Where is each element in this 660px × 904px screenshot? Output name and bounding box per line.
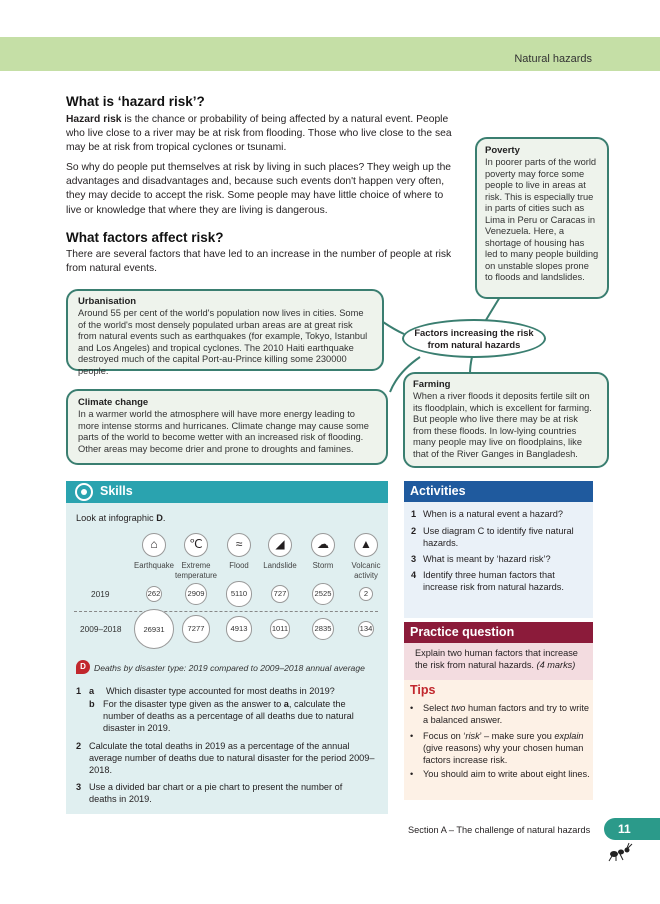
footer-section: Section A – The challenge of natural hazards [408,825,591,835]
cog-icon [75,483,93,501]
landslide-icon: ◢ [268,533,292,557]
skills-title: Skills [100,484,133,498]
practice-header [404,622,593,643]
storm-icon: ☁ [311,533,335,557]
q1b-text: For the disaster type given as the answer to a, calculate the number of deaths as a percentage of all deaths due to natural disaster in 2019. [103,699,354,733]
practice-text: Explain two human factors that increase the risk from natural hazards. (4 marks) [415,648,578,670]
hazard-risk-heading: What is ‘hazard risk’? [66,94,205,109]
q1a-sub: a [89,686,95,696]
row-label-2019: 2019 [91,589,110,599]
urbanisation-bubble [66,289,384,376]
category-label: Storm [312,561,334,570]
deaths-circle: 4913 [226,616,251,641]
practice-title: Practice question [410,625,515,639]
category-label: Extreme temperature [174,561,218,580]
deaths-circle: 2835 [312,618,334,640]
tip-2-text: Focus on ‘risk’ – make sure you explain (give reasons) why your chosen human factors increase risk. [423,731,584,765]
deaths-circle: 5110 [226,581,251,606]
tip-1-bullet: • [410,703,414,713]
activity-2-num: 2 [411,526,417,536]
hazard-risk-para1: Hazard risk is the chance or probability of being affected by a natural event. People who live close to a river may be at risk from flooding. Those who live close to the sea may be at risk from tropical cyclones or tsunami. [66,114,452,154]
category-label: Earthquake [134,561,174,570]
activity-3-num: 3 [411,554,417,564]
q1b-sub: b [89,699,95,709]
deaths-circle: 262 [146,586,163,603]
deaths-circle: 1011 [270,619,289,638]
activity-3-text: What is meant by ‘hazard risk’? [423,554,551,564]
urbanisation-text: Around 55 per cent of the world's population now lives in cities. Some of the world's most densely populated urban areas are at great risk from natural events such as earthquakes (for example, Tokyo, Istanbul and Los Angeles) and tropical cyclones. The 2010 Haiti earthquake destroyed much of the capital Port-au-Prince killing some 230000 people. [78,308,368,376]
hazard-risk-term: Hazard risk [66,114,122,125]
page-number-tab [604,818,660,840]
tip-1-text: Select two human factors and try to write a balanced answer. [423,703,589,725]
practice-marks: (4 marks) [536,659,576,670]
poverty-title: Poverty [485,145,520,156]
flood-icon: ≈ [227,533,251,557]
practice-body [404,643,593,680]
deaths-circle: 2909 [185,583,208,606]
q1-num: 1 [76,686,82,696]
page-number: 11 [618,822,631,836]
category-label: Flood [229,561,249,570]
hazard-risk-para2: So why do people put themselves at risk by living in such places? They weigh up the advantages and disadvantages and, because such events don't happen very often, they may decide to accept the risk. Some people may have little choice of where to live or knowledge that where they are living is dangerous. [66,162,452,216]
poverty-bubble [475,137,609,299]
activity-1-text: When is a natural event a hazard? [423,509,563,519]
volcano-icon: ▲ [354,533,378,557]
q3-num: 3 [76,782,82,792]
infographic-caption: Deaths by disaster type: 2019 compared to 2009–2018 annual average [94,663,365,673]
tips-title: Tips [410,683,436,697]
deaths-circle: 727 [271,585,289,603]
urbanisation-title: Urbanisation [78,296,137,307]
tip-3-text: You should aim to write about eight lines. [423,769,590,779]
deaths-circle: 134 [358,621,374,637]
connector-poverty [486,297,500,320]
deaths-circle: 26931 [134,609,174,649]
activity-4-text: Identify three human factors that increase risk from natural hazards. [423,570,564,592]
category-label: Volcanic activity [351,561,381,580]
factors-heading: What factors affect risk? [66,230,224,245]
q3-text: Use a divided bar chart or a pie chart to present the number of deaths in 2019. [89,782,343,804]
activities-title: Activities [410,484,466,498]
climate-title: Climate change [78,397,149,408]
tip-2-bullet: • [410,731,414,741]
climate-text: In a warmer world the atmosphere will have more energy leading to more intense storms and hurricanes. Climate change may cause some parts of the world to become wetter with an increased risk of flooding. Other areas may become drier and prone to droughts and famines. [78,409,369,454]
section-title: Natural hazards [514,53,592,65]
farming-text: When a river floods it deposits fertile silt on its floodplain, which is excellent for farming. But people who live there may be at risk from these floods. In low-lying countries many people may live on floodplains, like that of the River Ganges in Bangladesh. [413,391,592,459]
earthquake-icon: ⌂ [142,533,166,557]
thermometer-icon: ℃ [184,533,208,557]
deaths-circle: 2 [359,587,373,601]
q2-num: 2 [76,741,82,751]
row-label-2009-2018: 2009–2018 [80,624,122,634]
mindmap-center: Factors increasing the risk from natural hazards [402,319,546,358]
q2-text: Calculate the total deaths in 2019 as a percentage of the annual average number of deaths due to natural disaster for the period 2009–2018. [89,741,375,775]
poverty-text: In poorer parts of the world poverty may force some people to live in areas at risk. This is especially true in parts of cities such as Lima in Peru or Caracas in Venezuela. Here, a shortage of housing has led to many people building on unstable slopes prone to floods and landslides. [485,157,599,282]
tip-3-bullet: • [410,769,414,779]
infographic-letter-badge: D [76,660,90,674]
row-divider [74,611,378,612]
q1a-text: Which disaster type accounted for most deaths in 2019? [106,686,335,696]
activity-4-num: 4 [411,570,417,580]
factors-intro: There are several factors that have led to an increase in the number of people at risk from natural events. [66,249,452,275]
skills-header [66,481,388,503]
deaths-circle: 7277 [182,615,210,643]
climate-bubble [66,389,388,465]
skills-look: Look at infographic D. [76,513,166,523]
farming-bubble [403,372,609,468]
activity-2-text: Use diagram C to identify five natural hazards. [423,526,574,548]
infographic-d [66,528,388,660]
activities-header [404,481,593,502]
activity-1-num: 1 [411,509,417,519]
farming-title: Farming [413,379,451,390]
category-label: Landslide [263,561,297,570]
deaths-circle: 2525 [312,583,334,605]
connector-urbanisation [383,322,404,334]
ant-icon [606,842,636,862]
